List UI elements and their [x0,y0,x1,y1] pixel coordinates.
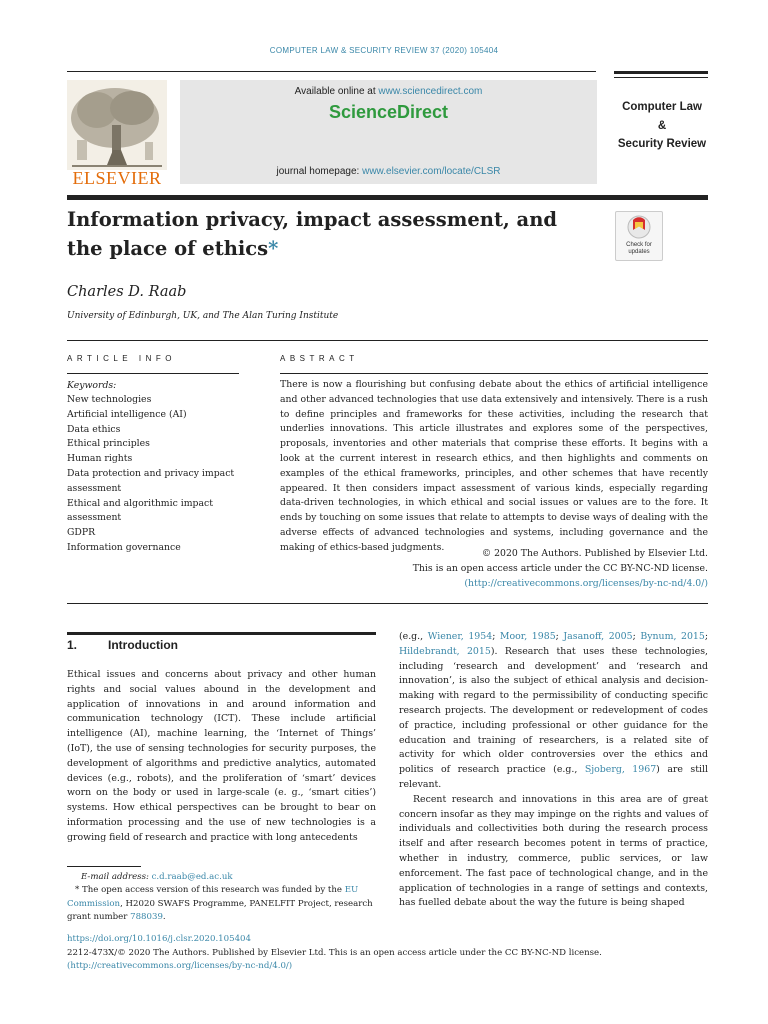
info-rule-bottom [67,603,708,604]
license-line: This is an open access article under the CC BY-NC-ND license. [412,562,708,574]
homepage-label: journal homepage: [276,166,360,177]
keyword-item: Ethical principles [67,438,150,450]
check-for-updates-badge[interactable] [615,211,663,261]
footnotes [67,871,376,924]
check-updates-label: Check for updates [626,242,652,255]
elsevier-logo [67,80,167,190]
citation-link[interactable]: Moor, 1985 [499,631,556,642]
text-run: ). Research that uses these technologies, including ‘research and development’ and ‘research and innovation’, is also the subject of ethical analysis and decision-making with regard to the permissibility of conducting specific research projects. The development or redevelopment of codes of practice, including professional or other guidance for the education and training of researchers, is a related site of activity for which older controversies over the ethics and politics of research practice (e.g., [399,645,708,776]
intro-right-column [399,630,708,911]
journal-name-line: & [657,119,667,132]
article-title-text: Information privacy, impact assessment, and the place of ethics [67,208,558,260]
section-title: Introduction [108,638,178,652]
author-email-link[interactable]: c.d.raab@ed.ac.uk [151,872,233,882]
keyword-item: Human rights [67,453,133,465]
keyword-item: New technologies [67,394,152,405]
available-online [180,86,597,97]
elsevier-wordmark: ELSEVIER [72,168,162,188]
journal-name-line: Computer Law [622,101,702,113]
check-updates-icon [616,212,662,242]
text-run: (e.g., [399,631,428,642]
article-info-heading: ARTICLE INFO [67,354,176,363]
bottom-license-link[interactable]: (http://creativecommons.org/licenses/by-nc-nd/4.0/) [67,961,293,971]
section-number: 1. [67,638,78,652]
article-title [67,205,587,263]
doi [67,934,251,944]
author-name: Charles D. Raab [67,284,187,300]
funding-footnote [67,884,376,924]
issn-license [67,947,707,973]
email-label: E-mail address: [81,872,149,882]
keyword-item: Information governance [67,541,181,553]
text-run: ) are still relevant. [399,764,709,790]
abstract-rule [280,373,708,374]
citation-link[interactable]: Sjoberg, 1967 [584,764,657,776]
citation-link[interactable]: Jasanoff, 2005 [563,631,633,642]
doi-link[interactable]: https://doi.org/10.1016/j.clsr.2020.105404 [67,934,251,944]
text-run: The open access version of this research was funded by the [79,885,345,896]
intro-rule [67,632,376,635]
text-run: . [162,911,166,922]
title-footnote-marker[interactable]: * [268,237,279,260]
intro-right-paragraph-1: (e.g., Wiener, 1954; Moor, 1985; Jasanoff, 2005; Bynum, 2015; Hildebrandt, 2015). Research that uses these technologies, including ‘research and development’ and ‘research and innovation’, is also the subject of ethical analysis and decision-making with regard to the permissibility of conducting specific research projects. The development or redevelopment of codes of practice, including professional or other guidance for the education and training of researchers, is a related site of activity for which older controversies over the ethics and politics of research practice (e.g., Sjoberg, 1967) are still relevant. [399,631,709,790]
header-rule-thick [67,195,708,200]
abstract-heading: ABSTRACT [280,354,359,363]
keyword-item: Artificial intelligence (AI) [67,408,187,420]
intro-paragraph-1: Ethical issues and concerns about privacy and other human rights and social values abound in the development and application of innovations in and around information and communication technology (ICT). These include artificial intelligence (AI), machine learning, the ‘Internet of Things’ (IoT), the use of sensing technologies for security purposes, the development of algorithms and predictive analytics, automated devices (e.g., robots), and the proliferation of ‘smart’ devices worn on the body or used in large-scale (e. g., ‘smart cities’) systems. How ethical perspectives can be brought to bear on information processing and the use of new technologies is a growing field of research and practice with long antecedents [67,669,376,843]
sciencedirect-brand: ScienceDirect [328,102,449,122]
citation-link[interactable]: Wiener, 1954 [427,631,493,642]
article-info-rule [67,373,239,374]
journal-name [612,98,712,154]
journal-banner [180,80,597,184]
footnote-marker: * [75,885,80,896]
journal-homepage-link[interactable]: www.elsevier.com/locate/CLSR [362,166,501,177]
intro-right-paragraph-2: Recent research and innovations in this area are of great concern insofar as they may impinge on the rights and values of individuals and collectivities both during the research process itself and after research becomes potent in terms of practice, whether in industry, commerce, public services, or law enforcement. The fast pace of technological change, and in the application of technologies in a range of settings and contexts, has fuelled debate about the way the future is being shaped [399,793,708,909]
keyword-item: Data ethics [67,423,121,435]
running-header: COMPUTER LAW & SECURITY REVIEW 37 (2020) 105404 [269,46,499,55]
keyword-item: Ethical and algorithmic impact assessment [67,497,213,524]
copyright-line: © 2020 The Authors. Published by Elsevier Ltd. [481,548,708,559]
section-heading-introduction [67,638,178,652]
keyword-item: GDPR [67,527,96,539]
keyword-item: Data protection and privacy impact assessment [67,467,235,494]
eu-commission-link[interactable]: EU Commission [67,885,359,909]
issn-line: 2212-473X/© 2020 The Authors. Published by Elsevier Ltd. This is an open access article under the CC BY-NC-ND license. [67,948,602,958]
sciencedirect-link[interactable]: www.sciencedirect.com [378,86,483,97]
text-run: , H2020 SWAFS Programme, PANELFIT Project, research grant number [67,898,373,922]
license-link[interactable]: (http://creativecommons.org/licenses/by-nc-nd/4.0/) [464,577,708,589]
header-rule-right-2 [614,77,708,78]
abstract-text: There is now a flourishing but confusing debate about the ethics of artificial intelligence and other advanced technologies that use data extensively and intensively. There is a rush to define principles and frameworks for these activities, including the research that underlies innovations. This article illustrates and explores some of the perspectives, proposals, inventories and other materials that comprise these efforts. It begins with a look at the current interest in research ethics, and then highlights and comments on examples of the ethical frameworks, principles, and other schemes that have recently appeared. It then considers impact assessment of various kinds, especially regarding data-driven technologies, in which ethical and social issues or values are to the fore. It ends by touching on some issues that relate to attempts to devise ways of dealing with the adverse effects of advanced technologies and systems, including governance and the making of ethics-based judgments. [280,379,708,553]
footnote-rule [67,866,141,867]
info-rule-top [67,340,708,341]
grant-number-link[interactable]: 788039 [130,911,163,922]
keywords-list [67,393,239,556]
keywords-label: Keywords: [67,380,117,391]
header-rule-right-top [614,71,708,74]
author-affiliation: University of Edinburgh, UK, and The Alan Turing Institute [67,311,339,321]
abstract-license [280,547,708,591]
journal-name-line: Security Review [617,138,707,150]
available-label: Available online at [294,86,376,97]
header-rule-top [67,71,596,72]
email-footnote [67,871,376,884]
citation-link[interactable]: Bynum, 2015 [640,631,705,642]
journal-homepage [180,166,597,177]
citation-link[interactable]: Hildebrandt, 2015 [399,645,491,657]
